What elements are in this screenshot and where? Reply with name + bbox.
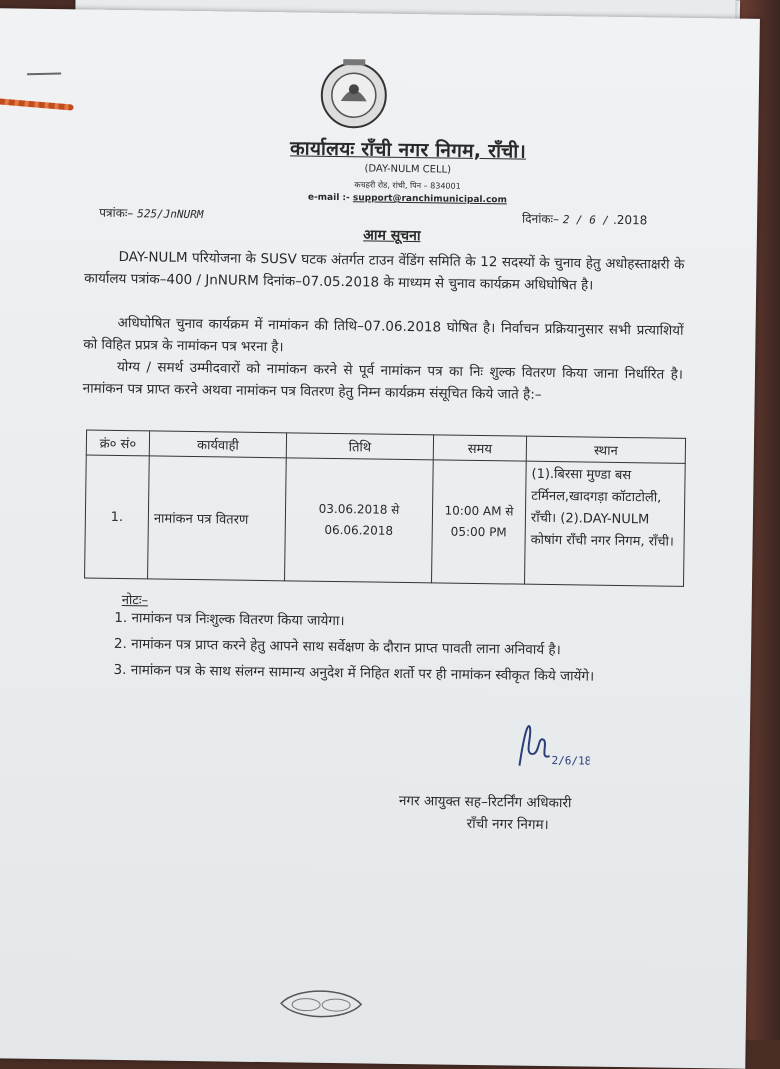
pencil-mark xyxy=(27,73,61,76)
footer-emblem-icon xyxy=(276,988,366,1019)
header-sn: क्रं० सं० xyxy=(86,430,149,456)
paragraph xyxy=(84,245,685,297)
office-cell: (DAY-NULM CELL) xyxy=(364,163,452,176)
cell-time: 10:00 AM से 05:00 PM xyxy=(432,460,527,584)
notes-list xyxy=(91,606,712,693)
table-row xyxy=(85,455,686,586)
date-label: दिनांकः– xyxy=(522,211,560,227)
cell-action: नामांकन पत्र वितरण xyxy=(148,456,287,581)
document-page xyxy=(0,8,760,1069)
paragraph xyxy=(83,355,684,407)
header-time: समय xyxy=(433,435,526,461)
cell-place: (1).बिरसा मुण्डा बस टर्मिनल,खादगड़ा कॉटाटोली, राँची। (2).DAY-NULM कोषांग राँची नगर निगम, राँची। xyxy=(525,461,686,586)
cell-sn: 1. xyxy=(85,455,150,579)
patrank xyxy=(99,204,203,222)
header-place: स्थान xyxy=(526,436,685,463)
office-title: कार्यालयः राँची नगर निगम, राँची। xyxy=(289,137,527,163)
file-thread xyxy=(0,97,74,111)
signatory-block xyxy=(399,790,572,836)
date-ref xyxy=(522,210,647,229)
header-date: तिथि xyxy=(286,433,433,460)
email-label: e-mail :- xyxy=(307,192,350,204)
notes-label: नोटः– xyxy=(121,593,149,609)
cell-date: 03.06.2018 से 06.06.2018 xyxy=(285,458,434,583)
email-link[interactable]: support@ranchimunicipal.com xyxy=(352,193,507,206)
office-address: कचहरी रोड, रांची, पिन – 834001 xyxy=(354,180,461,191)
header-action: कार्यवाही xyxy=(149,431,286,458)
signatory-role: नगर आयुक्त सह–रिटर्निंग अधिकारी xyxy=(398,792,572,812)
schedule-table xyxy=(84,430,686,587)
paragraph-text: योग्य / समर्थ उम्मीदवारों को नामांकन करने से पूर्व नामांकन पत्र का निः शुल्क वितरण किया जाना निर्धारित है। नामांकन पत्र प्राप्त करने अथवा नामांकन पत्र वितरण हेतु निम्न कार्यक्रम संसूचित किये जाते है:– xyxy=(82,358,684,403)
date-value: 2 / 6 / xyxy=(562,213,610,227)
paragraph-text: DAY-NULM परियोजना के SUSV घटक अंतर्गत टाउन वेंडिंग समिति के 12 सदस्यों के चुनाव हेतु अधोहस्ताक्षरी के कार्यालय पत्रांक–400 / JnNURM दिनांक–07.05.2018 के माध्यम से चुनाव कार्यक्रम अधिघोषित है। xyxy=(84,248,685,294)
date-year: .2018 xyxy=(612,212,648,228)
signatory-org: राँची नगर निगम। xyxy=(466,815,549,834)
note-item: 1. नामांकन पत्र निःशुल्क वितरण किया जायेगा। xyxy=(131,606,711,638)
signature-mark xyxy=(509,715,590,776)
emblem-icon xyxy=(318,57,389,132)
note-item: 2. नामांकन पत्र प्राप्त करने हेतु आपने साथ सर्वेक्षण के दौरान प्राप्त पावती लाना अनिवार्य है। xyxy=(131,632,711,664)
patrank-value: 525/JnNURM xyxy=(137,207,204,222)
paragraph-text: अधिघोषित चुनाव कार्यक्रम में नामांकन की तिथि–07.06.2018 घोषित है। निर्वाचन प्रक्रियानुसार सभी प्रत्याशियों को विहित प्रप्रत्र के नामांकन पत्र भरना है। xyxy=(83,314,684,356)
signature-date: 2/6/18 xyxy=(551,754,591,768)
note-item: 3. नामांकन पत्र के साथ संलग्न सामान्य अनुदेश में निहित शर्तो पर ही नामांकन स्वीकृत किये जायेंगे। xyxy=(131,658,711,690)
notice-subject: आम सूचना xyxy=(363,227,421,245)
patrank-label: पत्रांकः– xyxy=(99,205,134,221)
